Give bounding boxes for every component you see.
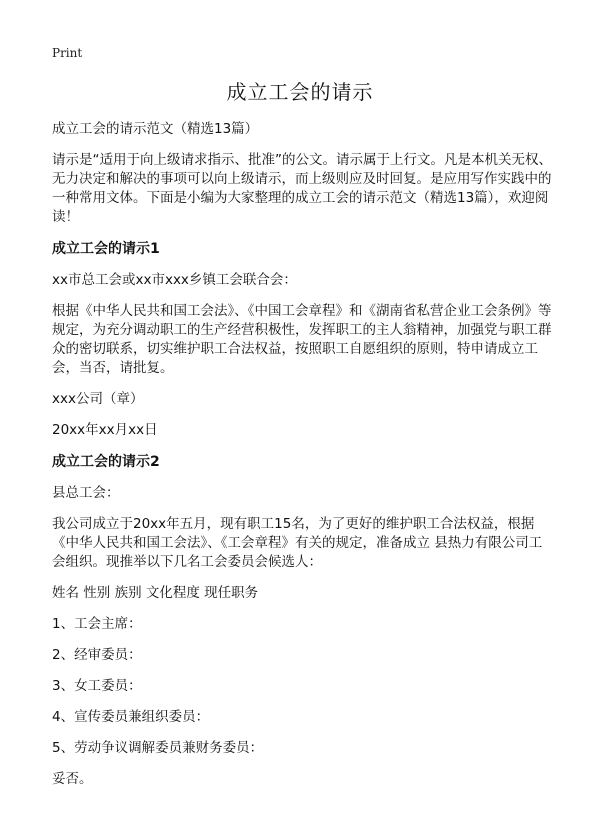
section2-addressee: 县总工会：	[52, 485, 120, 501]
list-item: 2、经审委员：	[52, 647, 142, 663]
document-title: 成立工会的请示	[226, 80, 374, 104]
list-item: 5、劳动争议调解委员兼财务委员：	[52, 740, 264, 756]
section1-company: xxx公司（章）	[52, 391, 144, 407]
section2-columns: 姓名 性别 族别 文化程度 现任职务	[52, 585, 259, 601]
section1-addressee: xx市总工会或xx市xxx乡镇工会联合会：	[52, 272, 297, 288]
print-label: Print	[52, 46, 83, 60]
intro-paragraph: 请示是“适用于向上级请求指示、批准”的公文。请示属于上行文。凡是本机关无权、无力决定和解决的事项可以向上级请示，而上级则应及时回复。是应用写作实践中的一种常用文体。下面是小编为大家整理的成立工会的请示范文（精选13篇），欢迎阅读！	[52, 152, 552, 225]
document-body	[52, 120, 552, 801]
closing-text: 妥否。	[52, 771, 93, 787]
list-item: 4、宣传委员兼组织委员：	[52, 709, 210, 725]
section1-body: 根据《中华人民共和国工会法》、《中国工会章程》和《湖南省私营企业工会条例》等规定，为充分调动职工的生产经营积极性，发挥职工的主人翁精神，加强党与职工群众的密切联系，切实维护职工合法权益，按照职工自愿组织的原则，特申请成立工会，当否，请批复。	[52, 303, 552, 376]
section2-body: 我公司成立于20xx年五月，现有职工15名，为了更好的维护职工合法权益，根据《中华人民共和国工会法》、《工会章程》有关的规定，准备成立 县热力有限公司工会组织。现推举以下几名工会委员会候选人：	[52, 516, 543, 570]
section2-heading: 成立工会的请示2	[52, 454, 160, 470]
section1-heading: 成立工会的请示1	[52, 241, 160, 257]
subtitle: 成立工会的请示范文（精选13篇）	[52, 121, 259, 137]
section1-date: 20xx年xx月xx日	[52, 422, 158, 438]
list-item: 3、女工委员：	[52, 678, 142, 694]
list-item: 1、工会主席：	[52, 616, 142, 632]
